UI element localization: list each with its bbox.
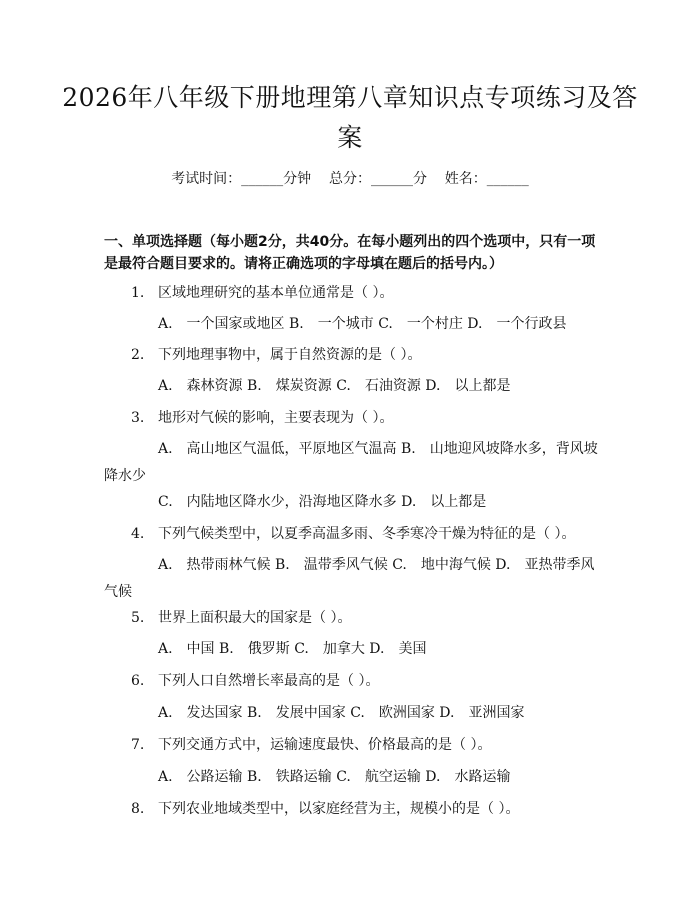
question-3-options-a-b: A. 高山地区气温低，平原地区气温高 B. 山地迎风坡降水多，背风坡降水少 (104, 441, 598, 484)
question-text: 下列交通方式中，运输速度最快、价格最高的是（ ）。 (158, 737, 492, 753)
question-text: 区域地理研究的基本单位通常是（ ）。 (158, 285, 394, 301)
question-number: 1. (131, 285, 145, 301)
question-1 (131, 282, 393, 304)
question-text: 地形对气候的影响，主要表现为（ ）。 (158, 410, 394, 426)
question-text: 世界上面积最大的国家是（ ）。 (158, 610, 352, 626)
question-number: 4. (131, 526, 145, 542)
question-6-options: A. 发达国家 B. 发展中国家 C. 欧洲国家 D. 亚洲国家 (158, 705, 525, 721)
question-number: 2. (131, 347, 145, 363)
question-2 (131, 344, 421, 366)
question-text: 下列农业地域类型中，以家庭经营为主，规模小的是（ ）。 (158, 801, 520, 817)
document-title: 2026年八年级下册地理第八章知识点专项练习及答案 (62, 83, 638, 152)
question-number: 5. (131, 610, 145, 626)
question-number: 6. (131, 673, 145, 689)
question-3-options-c-d: C. 内陆地区降水少，沿海地区降水多 D. 以上都是 (158, 494, 487, 510)
question-7 (131, 734, 491, 756)
question-1-options: A. 一个国家或地区 B. 一个城市 C. 一个村庄 D. 一个行政县 (158, 316, 567, 332)
question-number: 7. (131, 737, 145, 753)
exam-info-line: 考试时间：______分钟 总分：______分 姓名：______ (171, 171, 529, 187)
question-7-options: A. 公路运输 B. 铁路运输 C. 航空运输 D. 水路运输 (158, 769, 511, 785)
question-number: 3. (131, 410, 145, 426)
question-2-options: A. 森林资源 B. 煤炭资源 C. 石油资源 D. 以上都是 (158, 378, 511, 394)
question-8 (131, 798, 519, 820)
question-text: 下列气候类型中，以夏季高温多雨、冬季寒冷干燥为特征的是（ ）。 (158, 526, 576, 542)
section-heading: 一、单项选择题（每小题2分，共40分。在每小题列出的四个选项中，只有一项是最符合题目要求的。请将正确选项的字母填在题后的括号内。） (104, 234, 596, 272)
question-4 (131, 523, 575, 545)
question-4-options: A. 热带雨林气候 B. 温带季风气候 C. 地中海气候 D. 亚热带季风气候 (104, 557, 595, 600)
question-5-options: A. 中国 B. 俄罗斯 C. 加拿大 D. 美国 (158, 641, 427, 657)
question-number: 8. (131, 801, 145, 817)
question-5 (131, 607, 351, 629)
question-3 (131, 407, 393, 429)
question-text: 下列人口自然增长率最高的是（ ）。 (158, 673, 380, 689)
question-6 (131, 670, 379, 692)
question-text: 下列地理事物中，属于自然资源的是（ ）。 (158, 347, 422, 363)
